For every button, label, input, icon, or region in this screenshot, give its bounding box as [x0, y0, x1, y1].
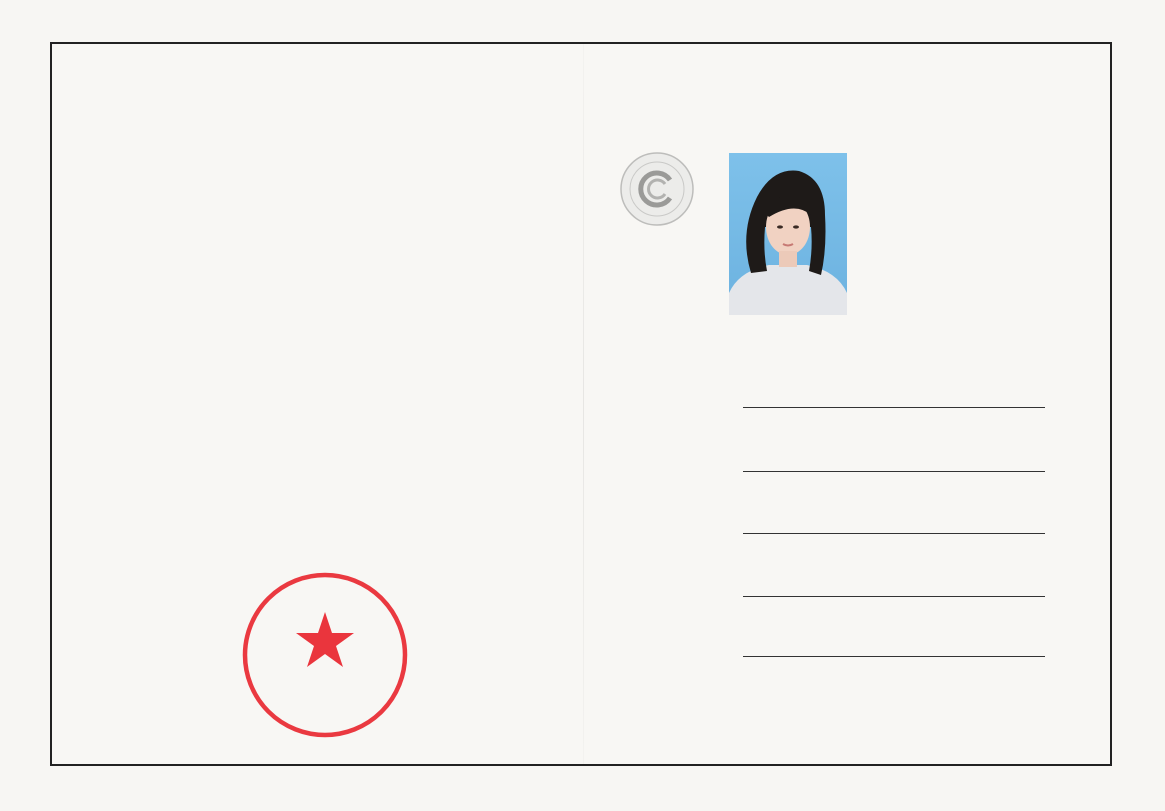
body-text-english: [124, 408, 534, 431]
center-fold: [583, 44, 584, 764]
field-underline: [743, 656, 1045, 657]
portrait-photo: [729, 153, 847, 315]
decorative-border-top: [0, 0, 1165, 46]
field-underline: [743, 471, 1045, 472]
field-underline: [743, 407, 1045, 408]
official-seal-stamp: [240, 570, 410, 740]
decorative-border-bottom: [0, 765, 1165, 811]
field-underline: [743, 596, 1045, 597]
embossed-emblem-icon: [618, 150, 696, 228]
decorative-border-right: [1112, 0, 1165, 811]
field-underline: [743, 533, 1045, 534]
decorative-border-left: [0, 0, 52, 811]
qr-code-icon: [889, 212, 983, 306]
certificate-page: [50, 42, 1112, 766]
